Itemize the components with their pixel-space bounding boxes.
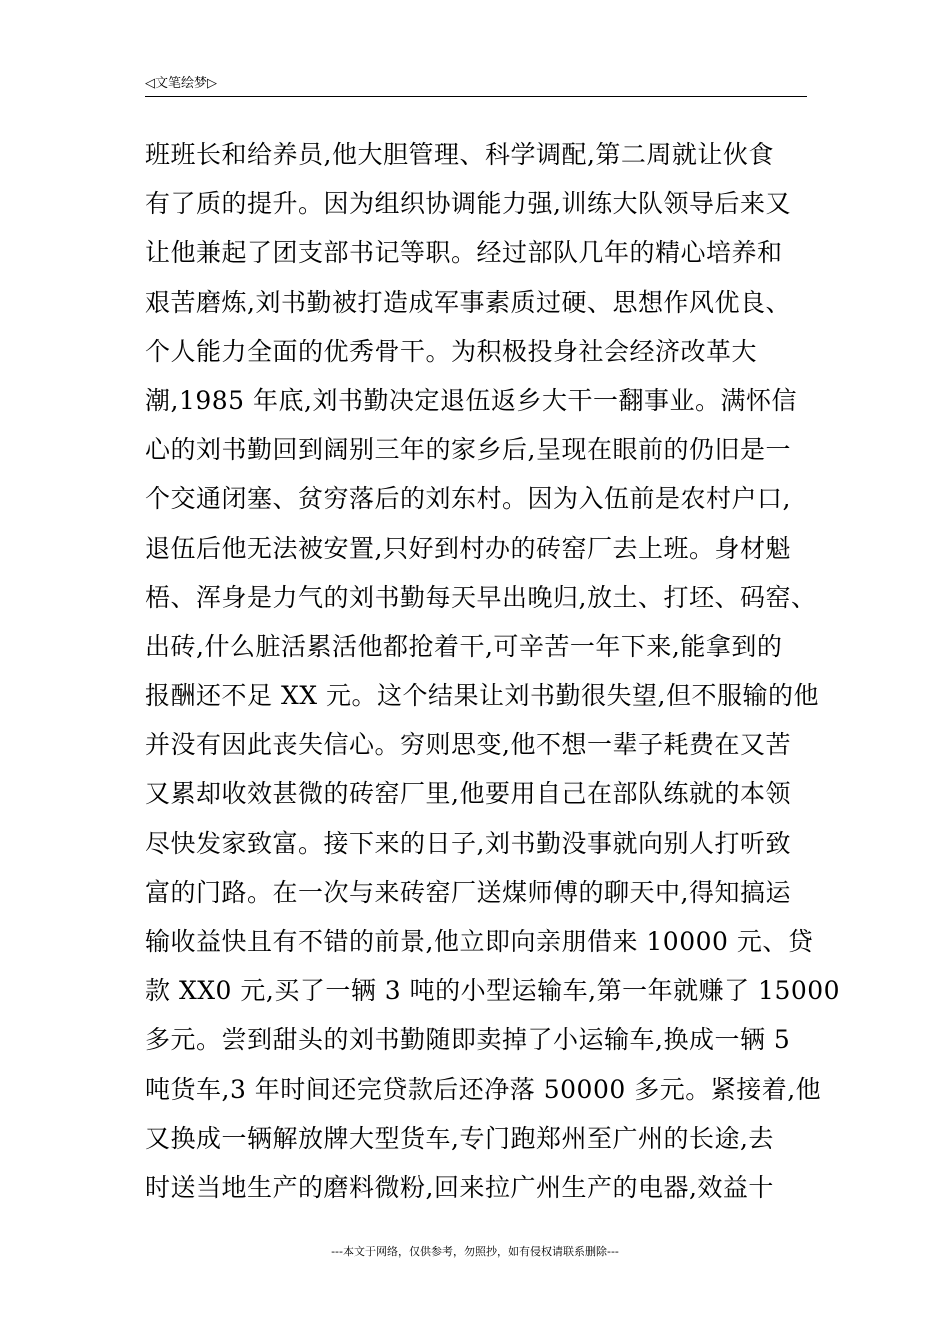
text-line: 多元。尝到甜头的刘书勤随即卖掉了小运输车,换成一辆 5 — [145, 1025, 791, 1055]
text-line: 报酬还不足 XX 元。这个结果让刘书勤很失望,但不服输的他 — [145, 681, 819, 711]
text-line: 潮,1985 年底,刘书勤决定退伍返乡大干一翻事业。满怀信 — [145, 385, 797, 415]
text-line: 吨货车,3 年时间还完贷款后还净落 50000 多元。紧接着,他 — [145, 1074, 822, 1104]
text-line: 有了质的提升。因为组织协调能力强,训练大队领导后来又 — [145, 189, 791, 219]
text-line: 尽快发家致富。接下来的日子,刘书勤没事就向别人打听致 — [145, 828, 791, 858]
text-line: 艰苦磨炼,刘书勤被打造成军事素质过硬、思想作风优良、 — [145, 287, 791, 317]
header-brand: ◁文笔绘梦▷ — [145, 76, 217, 91]
text-line: 输收益快且有不错的前景,他立即向亲朋借来 10000 元、贷 — [145, 927, 814, 956]
text-line: 又累却收效甚微的砖窑厂里,他要用自己在部队练就的本领 — [145, 779, 791, 809]
text-line: 心的刘书勤回到阔别三年的家乡后,呈现在眼前的仍旧是一 — [145, 435, 791, 465]
text-line: 个交通闭塞、贫穷落后的刘东村。因为入伍前是农村户口, — [145, 484, 791, 514]
text-line: 让他兼起了团支部书记等职。经过部队几年的精心培养和 — [145, 238, 783, 268]
text-line: 时送当地生产的磨料微粉,回来拉广州生产的电器,效益十 — [145, 1172, 774, 1202]
text-line: 并没有因此丧失信心。穷则思变,他不想一辈子耗费在又苦 — [145, 730, 791, 760]
text-line: 出砖,什么脏活累活他都抢着干,可辛苦一年下来,能拿到的 — [145, 631, 783, 661]
text-line: 款 XX0 元,买了一辆 3 吨的小型运输车,第一年就赚了 15000 — [145, 976, 841, 1006]
text-line: 班班长和给养员,他大胆管理、科学调配,第二周就让伙食 — [145, 140, 774, 169]
text-line: 个人能力全面的优秀骨干。为积极投身社会经济改革大 — [145, 336, 758, 366]
header-divider — [145, 96, 807, 97]
text-line: 富的门路。在一次与来砖窑厂送煤师傅的聊天中,得知搞运 — [145, 877, 791, 907]
footer-disclaimer: ---本文于网络，仅供参考，勿照抄，如有侵权请联系删除--- — [331, 1245, 619, 1258]
text-line: 退伍后他无法被安置,只好到村办的砖窑厂去上班。身材魁 — [145, 533, 791, 563]
document-body — [145, 130, 841, 1212]
text-line: 梧、浑身是力气的刘书勤每天早出晚归,放土、打坯、码窑、 — [145, 582, 817, 612]
text-line: 又换成一辆解放牌大型货车,专门跑郑州至广州的长途,去 — [145, 1123, 774, 1153]
